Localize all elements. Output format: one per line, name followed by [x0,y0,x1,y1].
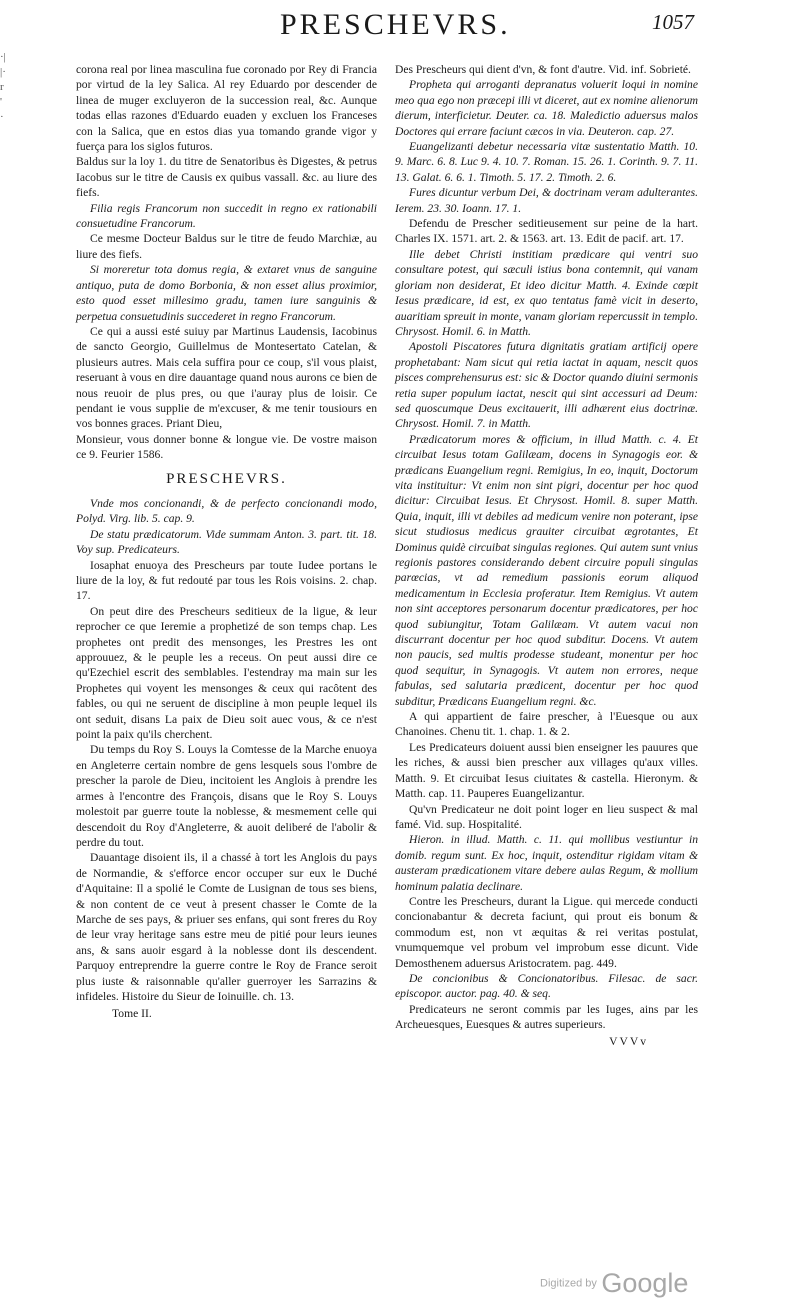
paragraph: Fures dicuntur verbum Dei, & doctrinam veram adulterantes. Ierem. 23. 30. Ioann. 17. 1. [395,186,698,215]
paragraph: Tome II. [112,1007,152,1021]
paragraph: Si moreretur tota domus regia, & extaret vnus de sanguine antiquo, puta de domo Borbonia, & non esset alius proximior, esto quod esset millesimo gradu, tamen iure sanguinis & perpetua consuetudinis succederet in regno Francorum. [76,263,377,323]
digitized-by-google-watermark [540,1268,688,1299]
paragraph: Des Prescheurs qui dient d'vn, & font d'autre. Vid. inf. Sobrieté. [395,63,691,76]
paragraph: Les Predicateurs doiuent aussi bien enseigner les pauures que les riches, & aussi bien prescher aux villages qu'aux villes. Matth. 9. Et circuibat Iesus ciuitates & castella. Hieronym. & Matth. cap. 11. Pauperes Euangelizantur. [395,740,698,801]
paragraph: On peut dire des Prescheurs seditieux de la ligue, & leur reprocher ce que Ieremie a prophetizé de son temps chap. Les prophetes ont predit des mensonges, les Prestres les ont approuuez, & le peuple les a receus. On peut aussi dire ce qu'Ezechiel escrit des semblables. I'estendray ma main sur les Prophetes qui voyent les mensonges & ceux qui racôtent des fables, ou qui ne seruent de discipline à mon peuple lequel ils ont seduit, disans La paix de Dieu soit auec vous, & ce n'est point la paix qu'ils cherchent. [76,604,377,742]
paragraph: Baldus sur la loy 1. du titre de Senatoribus ès Digestes, & petrus Iacobus sur le titre de Causis ex quibus vassall. &c. au liure des fiefs. [76,155,377,200]
margin-mark: |· [0,66,6,78]
paragraph: Du temps du Roy S. Louys la Comtesse de la Marche enuoya en Angleterre certain nombre de gens lesquels sous l'ombre de prescher la parole de Dieu, incitoient les Anglois à prendre les armes à l'encontre des François, disans que le Roy S. Louys molestoit par guerre toute la noblesse, & mesmement celle qui descendoit du Roy d'Angleterre, & auoit deliberé de l'abolir & perdre du tout. [76,743,377,849]
paragraph: Qu'vn Predicateur ne doit point loger en lieu suspect & mal famé. Vid. sup. Hospitalité. [395,802,698,831]
left-text-column [76,62,377,1022]
google-logo: Google [601,1268,689,1298]
paragraph: Monsieur, vous donner bonne & longue vie. De vostre maison ce 9. Feurier 1586. [76,432,377,462]
margin-mark: ' [0,96,2,108]
paragraph: corona real por linea masculina fue coronado por Rey di Francia por virtud de la ley Salica. Al rey Eduardo por descender de linea de muger excluyeron de la succession real, &c. Aunque todas ellas razones d'Eduardo euaden y excluen los Franceses con la Salica, que en estos dias yua tomando grande vigor y fuerça para los siglos futuros. [76,63,377,154]
paragraph: De concionibus & Concionatoribus. Filesac. de sacr. episcopor. auctor. pag. 40. & seq. [395,971,698,1001]
running-head: PRESCHEVRS. [280,8,511,41]
paragraph: Iosaphat enuoya des Prescheurs par toute Iudee portans le liure de la loy, & fut redouté par tous les Rois voisins. 2. chap. 17. [76,558,377,603]
paragraph: Vnde mos concionandi, & de perfecto concionandi modo, Polyd. Virg. lib. 5. cap. 9. [76,496,377,526]
paragraph: Defendu de Prescher seditieusement sur peine de la hart. Charles IX. 1571. art. 2. & 1563. art. 13. Edit de pacif. art. 17. [395,217,698,246]
paragraph: VVVv [609,1034,648,1048]
page-number: 1057 [652,10,694,34]
paragraph: Hieron. in illud. Matth. c. 11. qui mollibus vestiuntur in domib. regum sunt. Ex hoc, inquit, ostenditur rigidam vitam & austeram prædicationem vitare debere aulas Regum, & mollium hominum palatia declinare. [395,833,698,893]
paragraph: Apostoli Piscatores futura dignitatis gratiam artificij opere prophetabant: Nam sicut qui retia iactat in aquam, nescit quos pisces comprehensurus est: sic & Doctor quando diuini sermonis retia super populum iactat, nescit qui sint accessuri ad Deum: sed quoscumque Deus excitauerit, illi adhærent eius doctrinæ. Chrysost. Homil. 7. in Matth. [395,340,698,431]
digitized-prefix: Digitized by [540,1277,597,1290]
paragraph: Prædicatorum mores & officium, in illud Matth. c. 4. Et circuibat Iesus totam Galilæam, docens in Synagogis eor. & prædicans Euangelium regni. Remigius, In eo, inquit, Doctorum vita instituitur: Vt enim non sint pigri, docentur per hoc quod dicitur: Circuibat Iesus. Et Chrysost. Homil. 8. super Matth. Quia, inquit, illi vt debiles ad medicum venire non poterant, ipse sicut studiosus medicus grauiter circuibat ægrotantes, Et Dominus quidè circuibat singulas regiones. Qui autem sunt vnius regionis pastores considerando debent circuire populi singulas parœcias, vt ad remedium passionis eorum aliquod medicamentum in Ecclesia proferatur. Item Remigius. Vt autem non sint acceptores personarum docentur prædicatores, per hoc quod subiungitur, Totam Galilæam. Vt autem vacui non discurrant docentur per hoc quod subditur. Docens. Vt autem non paucis, sed multis prodesse studeant, monentur per hoc quod sequitur, in Synagogis. Vt autem non errores, neque fabulas, sed salutaria prædicent, docentur per hoc quod subditur, Prædicans Euangelium regni. &c. [395,432,698,708]
paragraph: A qui appartient de faire prescher, à l'Euesque ou aux Chanoines. Chenu tit. 1. chap. 1. & 2. [395,710,698,739]
paragraph: Ille debet Christi institiam prædicare qui ventri suo consultare potest, qui sæculi istius bona contemnit, qui vanam gloriam non desiderat, Et ideo dicitur Matth. 4. Exinde cœpit Iesus prædicare, id est, ex quo tentatus famè vicit in deserto, auaritiam spreuit in monte, vanam gloriam repercussit in templo. Chrysost. Homil. 6. in Matth. [395,247,698,338]
paragraph: Euangelizanti debetur necessaria vitæ sustentatio Matth. 10. 9. Marc. 6. 8. Luc 9. 4. 10. 7. Roman. 15. 26. 1. Corinth. 9. 7. 11. 13. Galat. 6. 6. 1. Timoth. 5. 17. 2. Timoth. 2. 6. [395,140,698,184]
paragraph: Propheta qui arroganti depranatus voluerit loqui in nomine meo qua ego non præcepi illi vt diceret, aut ex nomine alienorum dierum, interficietur. Deuter. ca. 18. Maledictio aduersus malos Doctores qui errare faciunt cæcos in via. Deuteron. cap. 27. [395,78,698,138]
paragraph: Dauantage disoient ils, il a chassé à tort les Anglois du pays de Normandie, & s'efforce encor occuper sur eux le Duché d'Aquitaine: Il a spolié le Comte de Lusignan de tous ses biens, & non content de ce veut à present chasser le Comte de la Marche de ses pays, & priuer ses enfans, qui sont freres du Roy de leur vray heritage sans estre meu de pitié pour leurs ieunes ans, & sans auoir esgard à la noblesse dont ils descendent. Parquoy entreprendre la guerre contre le Roy de France seroit plus iuste & raisonnable qu'aller guerroyer les Sarrazins & infideles. Histoire du Sieur de Ioinuille. ch. 13. [76,851,377,1003]
paragraph: Contre les Prescheurs, durant la Ligue. qui mercede conducti concionabantur & decreta faciunt, qui prout eis bonum & commodum est, non vt æquitas & rei veritas postulat, vnumquemque vel probum vel improbum esse dicunt. Vide Demosthenem aduersus Aristocratem. pag. 449. [395,894,698,970]
paragraph: Ce qui a aussi esté suiuy par Martinus Laudensis, Iacobinus de sancto Georgio, Guillelmus de Montesertato Catelan, & plusieurs autres. Mais cela suffira pour ce coup, s'il vous plaist, reseruant à vous en dire dauantage quand nous aurons ce bien de nous reuoir de plus pres, ou que i'auray plus de loisir. Ce pendant ie vous supplie de m'excuser, & me tenir tousiours en vos bonnes graces. Priant Dieu, [76,324,377,431]
paragraph: Ce mesme Docteur Baldus sur le titre de feudo Marchiæ, au liure des fiefs. [76,232,377,261]
paragraph: Predicateurs ne seront commis par les Iuges, ains par les Archeuesques, Euesques & autres superieurs. [395,1002,698,1032]
margin-binding-marks [0,50,34,125]
paragraph: De statu prædicatorum. Vide summam Anton. 3. part. tit. 18. Voy sup. Predicateurs. [76,527,377,557]
right-text-column [395,62,698,1049]
paragraph: PRESCHEVRS. [166,470,287,487]
margin-mark: r [0,81,4,93]
paragraph: Filia regis Francorum non succedit in regno ex rationabili consuetudine Francorum. [76,201,377,231]
margin-mark: · [0,111,4,123]
margin-mark: ·| [0,51,6,63]
